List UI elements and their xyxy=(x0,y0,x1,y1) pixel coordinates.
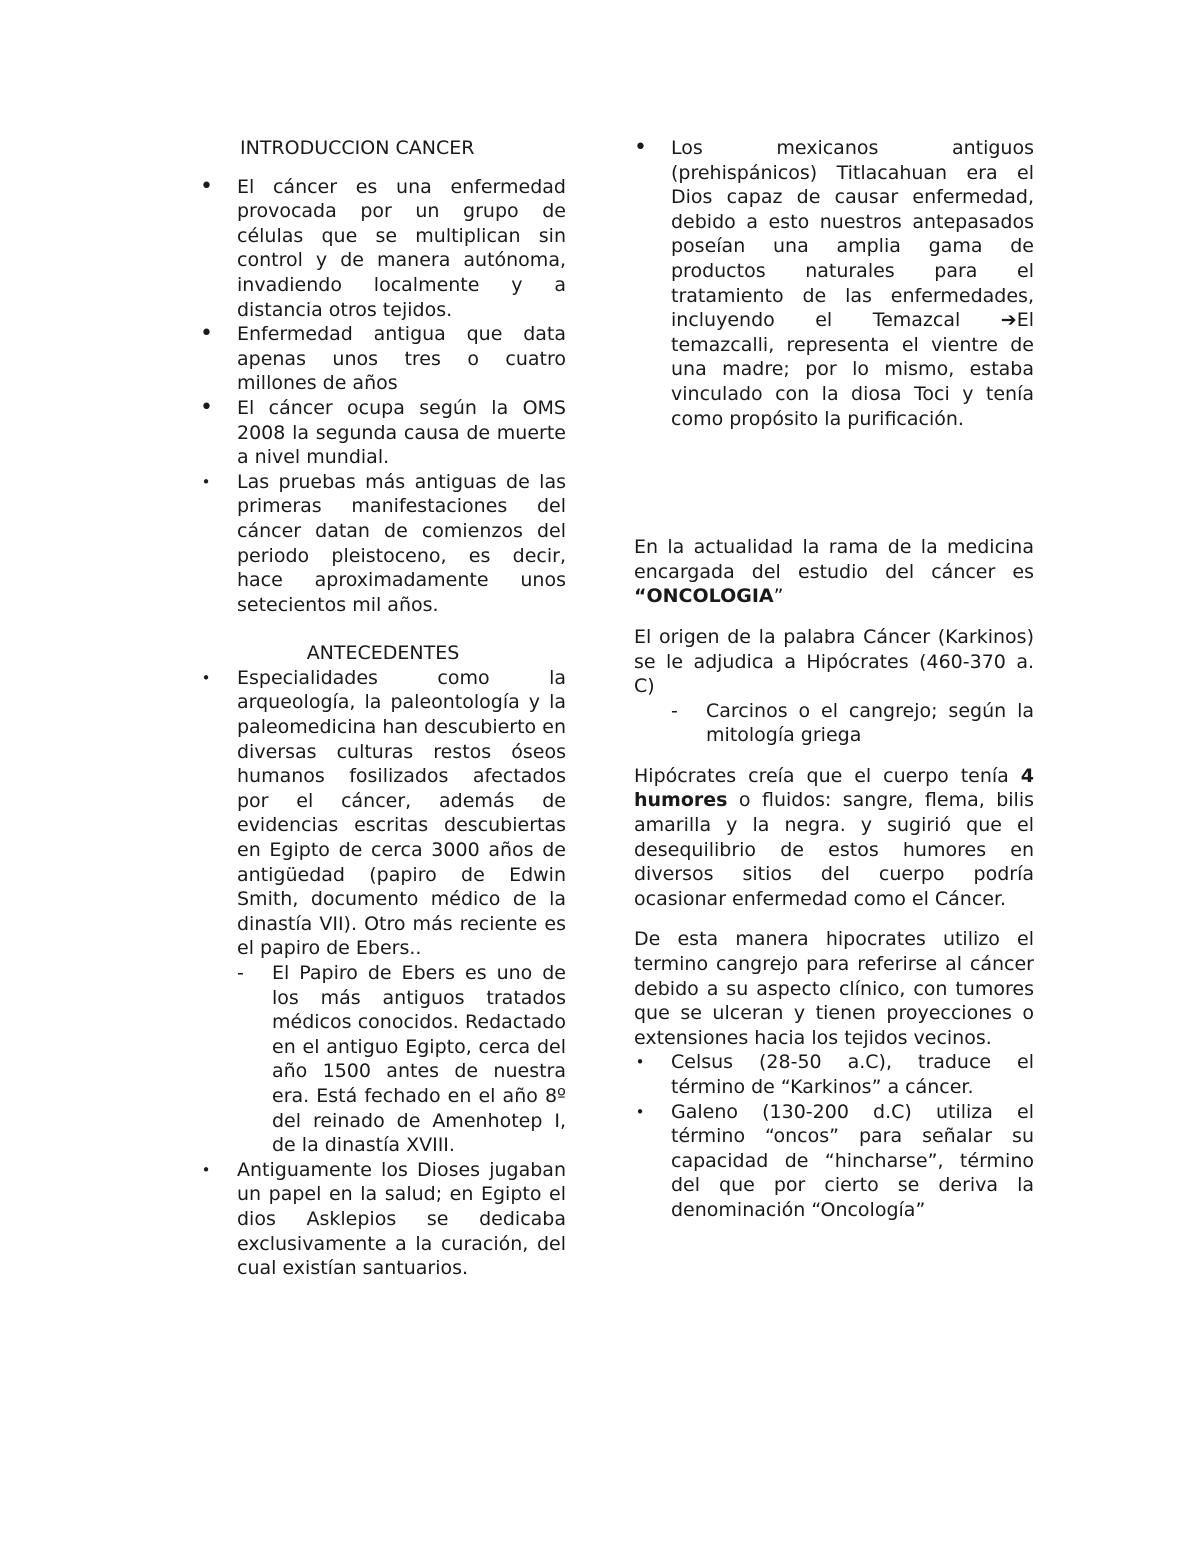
hipocrates-paragraph: Hipócrates creía que el cuerpo tenía 4 humores o fluidos: sangre, flema, bilis amarilla y la negra. y sugirió que el desequilibrio de estos humores en diversos sitios del cuerpo podría ocasionar enfermedad como el Cáncer. xyxy=(634,764,1034,910)
list-item: • Celsus (28-50 a.C), traduce el término de “Karkinos” a cáncer. xyxy=(635,1051,1034,1098)
list-item: • Galeno (130-200 d.C) utiliza el término “oncos” para señalar su capacidad de “hincharse”, término del que por cierto se deriva la denominación “Oncología” xyxy=(635,1100,1034,1221)
bullet-icon: • xyxy=(635,1053,645,1072)
list-item: • El cáncer es una enfermedad provocada por un grupo de células que se multiplican sin control y de manera autónoma, invadiendo localmente y a distancia otros tejidos. xyxy=(200,173,566,321)
list-item: • Especialidades como la arqueología, la paleontología y la paleomedicina han descubierto en diversas culturas restos óseos humanos fosilizados afectados por el cáncer, además de evidencias escritas descubiertas en Egipto de cerca 3000 años de antigüedad (papiro de Edwin Smith, documento médico de la dinastía VII). Otro más reciente es el papiro de Ebers.. xyxy=(201,666,566,960)
origen-paragraph: El origen de la palabra Cáncer (Karkinos) se le adjudica a Hipócrates (460-370 a. C) xyxy=(634,625,1034,698)
section-title-antecedentes: ANTECEDENTES xyxy=(306,642,460,665)
actualidad-paragraph: En la actualidad la rama de la medicina encargada del estudio del cáncer es “ONCOLOGIA” xyxy=(634,536,1034,608)
list-item: - El Papiro de Ebers es uno de los más antiguos tratados médicos conocidos. Redactado en el antiguo Egipto, cerca del año 1500 antes de nuestra era. Está fechado en el año 8º del reinado de Amenhotep I, de la dinastía XVIII. xyxy=(237,962,566,1157)
galeno-list xyxy=(634,1100,1034,1223)
list-item: • El cáncer ocupa según la OMS 2008 la segunda causa de muerte a nivel mundial. xyxy=(200,394,566,469)
intro-list xyxy=(200,175,566,618)
bullet-icon: • xyxy=(200,394,213,420)
list-item: • Enfermedad antigua que data apenas unos tres o cuatro millones de años xyxy=(200,321,566,395)
mexicanos-list xyxy=(634,136,1034,431)
carcinos-dash-list xyxy=(634,699,1034,748)
dash-marker: - xyxy=(237,962,244,984)
bullet-icon: • xyxy=(201,1160,211,1179)
dioses-list xyxy=(200,1158,566,1281)
antecedentes-list xyxy=(200,666,566,961)
bullet-icon: • xyxy=(200,173,213,199)
celsus-list xyxy=(634,1050,1034,1099)
ebers-dash-list xyxy=(200,961,566,1158)
bullet-icon: • xyxy=(200,321,213,347)
bullet-icon: • xyxy=(201,472,211,491)
list-item: • Las pruebas más antiguas de las primeras manifestaciones del cáncer datan de comienzos del periodo pleistoceno, es decir, hace aproximadamente unos setecientos mil años. xyxy=(201,470,566,616)
bullet-icon: • xyxy=(635,1102,645,1121)
dash-marker: - xyxy=(671,699,678,722)
bullet-icon: • xyxy=(634,135,647,160)
section-title-introduccion: INTRODUCCION CANCER xyxy=(240,137,475,159)
left-column xyxy=(200,136,566,1281)
bullet-icon: • xyxy=(201,668,211,687)
manera-paragraph: De esta manera hipocrates utilizo el termino cangrejo para referirse al cáncer debido a su aspecto clínico, con tumores que se ulceran y tienen proyecciones o extensiones hacia los tejidos vecinos. xyxy=(634,928,1034,1049)
right-column xyxy=(634,136,1034,1223)
humores-term: 4 humores xyxy=(634,764,1034,812)
list-item: - Carcinos o el cangrejo; según la mitología griega xyxy=(671,699,1034,747)
list-item: • Los mexicanos antiguos (prehispánicos) Titlacahuan era el Dios capaz de causar enfermedad, debido a esto nuestros antepasados poseían una amplia gama de productos naturales para el tratamiento de las enfermedades, incluyendo el Temazcal ➔El temazcalli, representa el vientre de una madre; por lo mismo, estaba vinculado con la diosa Toci y tenía como propósito la purificación. xyxy=(634,135,1034,430)
oncologia-term: “ONCOLOGIA xyxy=(634,585,774,608)
list-item: • Antiguamente los Dioses jugaban un papel en la salud; en Egipto el dios Asklepios se dedicaba exclusivamente a la curación, del cual existían santuarios. xyxy=(201,1158,566,1280)
right-arrow-icon: ➔ xyxy=(1000,309,1017,332)
